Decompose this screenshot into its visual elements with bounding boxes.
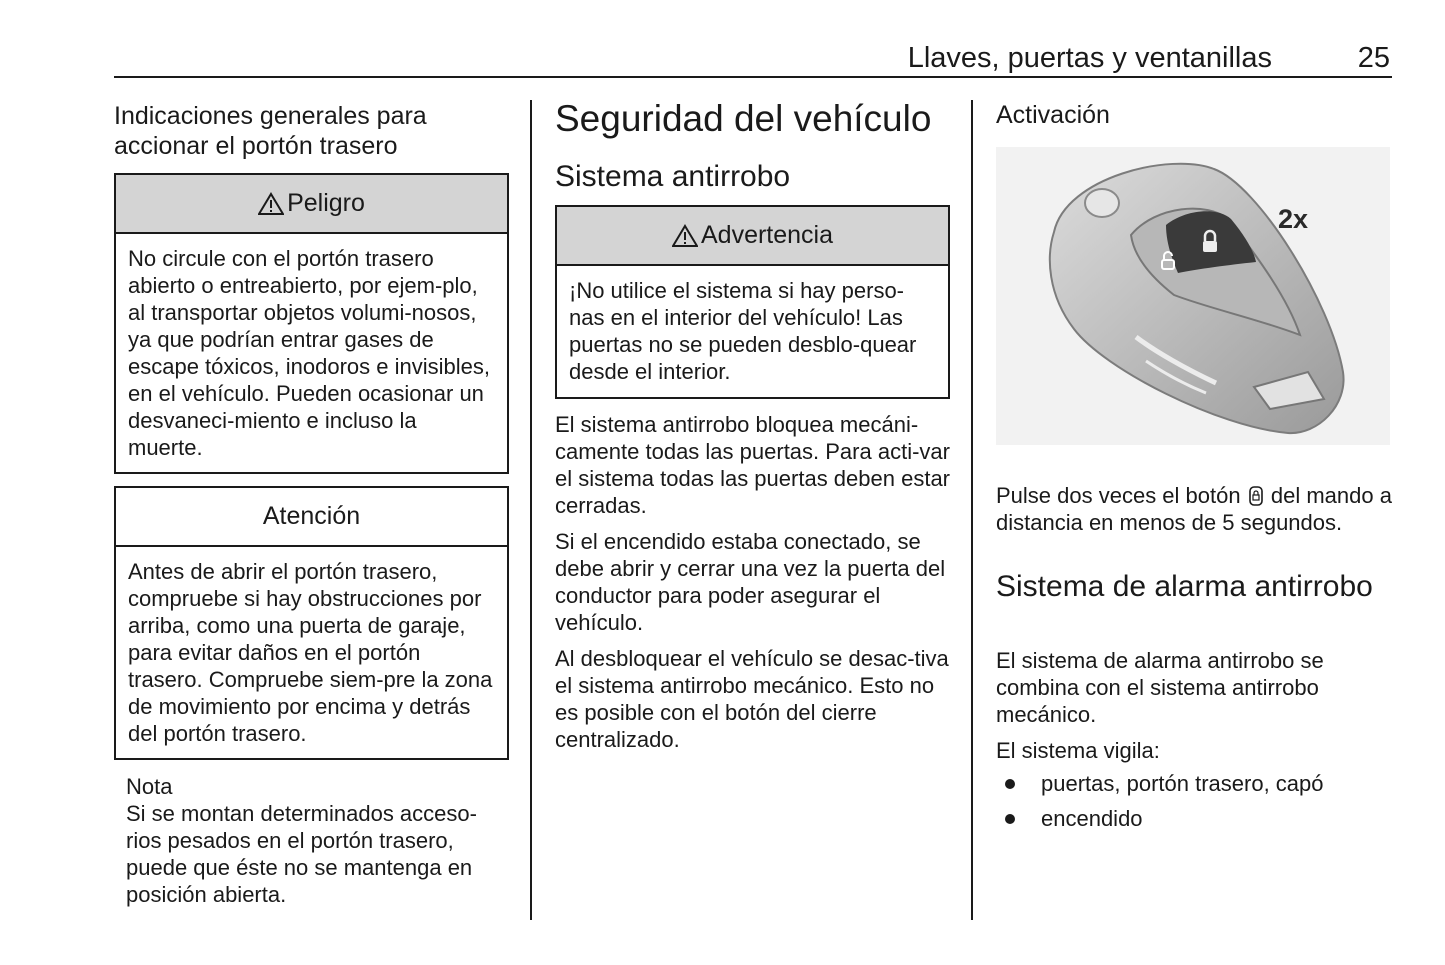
page-number: 25 (1357, 42, 1390, 74)
activation-label: Activación (996, 101, 1110, 129)
car-key-remote-illustration-icon (996, 147, 1390, 445)
paragraph: Al desbloquear el vehículo se desac-tiva el sistema antirrobo mecánico. Esto no es posible con el botón del cierre centralizado. (555, 646, 949, 752)
note-block (126, 773, 512, 908)
paragraph: El sistema de alarma antirrobo se combina con el sistema antirrobo mecánico. (996, 648, 1324, 727)
tailgate-subheading: Indicaciones generales para accionar el portón trasero (114, 102, 427, 160)
caution-box-title: Atención (262, 502, 361, 530)
running-header-title: Llaves, puertas y ventanillas (907, 42, 1272, 74)
activation-instruction (996, 482, 1396, 536)
instruction-after-icon: del mando a distancia en menos de 5 segundos. (996, 483, 1392, 535)
header-rule (114, 76, 1392, 78)
alarm-heading: Sistema de alarma antirrobo (996, 570, 1373, 603)
danger-box-title: Peligro (287, 189, 365, 217)
bullet-icon (1005, 779, 1015, 789)
anti-theft-subheading: Sistema antirrobo (555, 160, 791, 193)
warning-triangle-icon (672, 224, 698, 248)
list-item: puertas, portón trasero, capó (996, 766, 1386, 801)
warning-triangle-icon (258, 192, 284, 216)
list-item: encendido (996, 801, 1386, 836)
column-divider-right (971, 100, 973, 920)
anti-theft-paragraphs (555, 411, 955, 762)
warning-box-title: Advertencia (700, 221, 834, 249)
monitored-items-list (996, 766, 1386, 836)
press-count-label: 2x (1278, 204, 1309, 234)
lock-button-icon (1249, 486, 1263, 506)
caution-box (114, 486, 509, 760)
paragraph: Si el encendido estaba conectado, se debe abrir y cerrar una vez la puerta del conductor para poder asegurar el vehículo. (555, 529, 946, 635)
danger-box (114, 173, 509, 474)
danger-box-header (116, 175, 507, 234)
warning-box (555, 205, 950, 399)
column-divider-left (530, 100, 532, 920)
warning-box-text: ¡No utilice el sistema si hay perso-nas en el interior del vehículo! Las puertas no se pueden desblo-quear desde el interior. (569, 278, 917, 384)
note-title: Nota (126, 774, 173, 799)
paragraph: El sistema antirrobo bloquea mecáni-camente todas las puertas. Para acti-var el sistema todas las puertas deben estar cerradas. (555, 412, 951, 518)
key-remote-figure (996, 147, 1390, 445)
note-text: Si se montan determinados acceso-rios pesados en el portón trasero, puede que éste no se mantenga en posición abierta. (126, 801, 477, 907)
warning-box-header (557, 207, 948, 266)
caution-box-header (116, 488, 507, 547)
alarm-paragraphs (996, 647, 1386, 773)
bullet-icon (1005, 814, 1015, 824)
paragraph: El sistema vigila: (996, 738, 1160, 763)
vehicle-security-heading: Seguridad del vehículo (555, 98, 932, 139)
instruction-before-icon: Pulse dos veces el botón (996, 483, 1241, 508)
caution-box-text: Antes de abrir el portón trasero, compruebe si hay obstrucciones por arriba, como una puerta de garaje, para evitar daños en el portón trasero. Compruebe siem-pre la zona de movimiento por encima y detrás del portón trasero. (128, 559, 493, 746)
danger-box-text: No circule con el portón trasero abierto o entreabierto, por ejem-plo, al transportar objetos volumi-nosos, ya que podrían entrar gases de escape tóxicos, inodoros e invisibles, en el vehículo. Pueden ocasionar un desvaneci-miento e incluso la muerte. (128, 246, 490, 460)
